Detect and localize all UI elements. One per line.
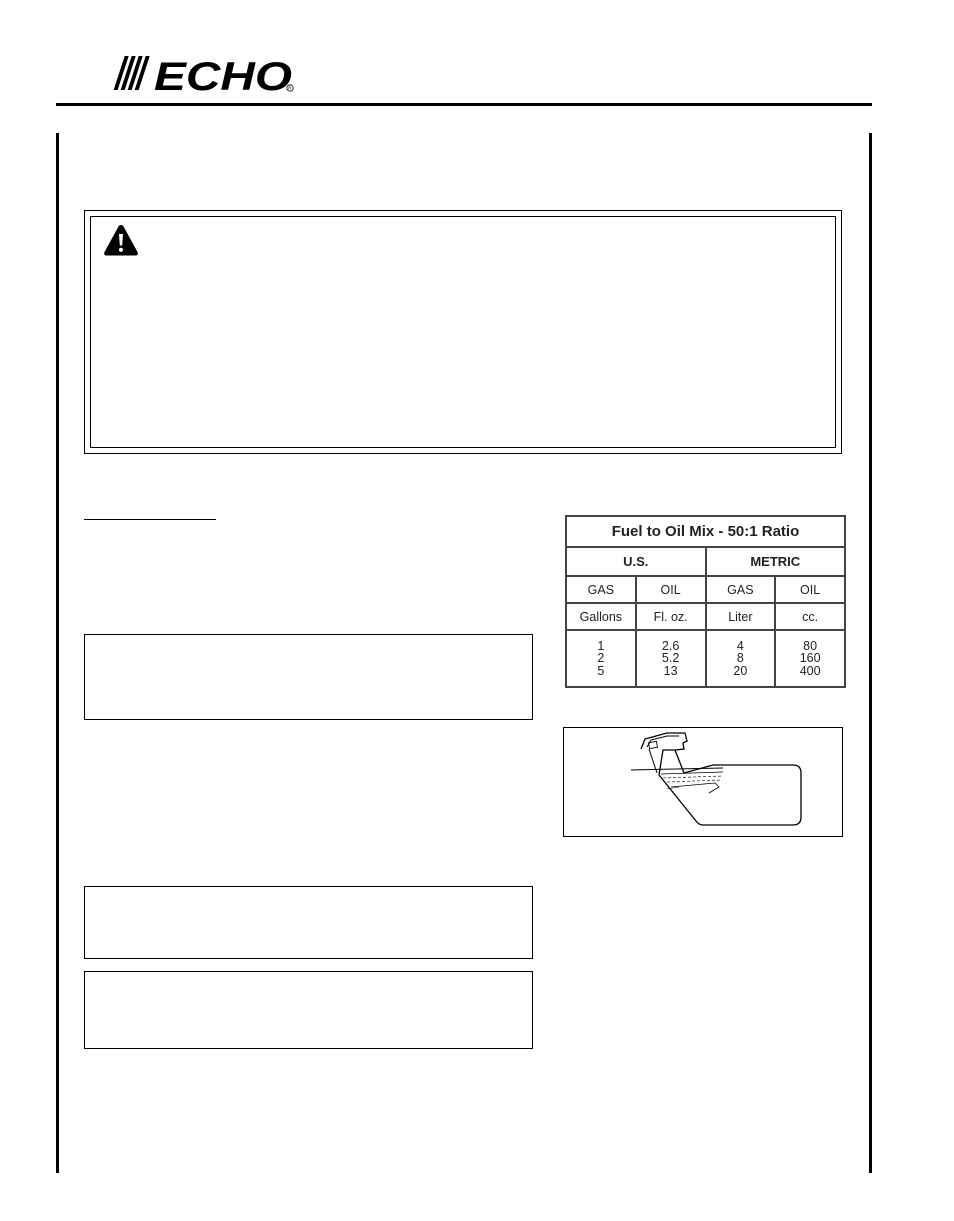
- echo-logo: [106, 52, 296, 94]
- table-cell: 5: [597, 663, 605, 678]
- left-margin-rule: [56, 133, 59, 1173]
- column-header: OIL: [775, 576, 845, 603]
- gas-gallons-values: [566, 630, 636, 687]
- region-us: U.S.: [566, 547, 706, 576]
- warning-triangle-icon: [102, 223, 140, 257]
- note-box-2: [84, 886, 533, 959]
- warning-box-inner: [90, 216, 836, 448]
- unit-label: cc.: [775, 603, 845, 630]
- table-cell: 1: [597, 638, 605, 653]
- column-header: GAS: [706, 576, 776, 603]
- table-cell: 13: [663, 663, 678, 678]
- unit-label: Liter: [706, 603, 776, 630]
- fuel-tank-level-icon: [563, 727, 843, 837]
- fuel-oil-mix-table: [565, 515, 846, 688]
- table-cell: 400: [799, 663, 821, 678]
- unit-label: Fl. oz.: [636, 603, 706, 630]
- gas-liter-values: [706, 630, 776, 687]
- right-margin-rule: [869, 133, 872, 1173]
- oil-floz-values: [636, 630, 706, 687]
- table-cell: 2: [597, 651, 605, 666]
- brand-wordmark: ECHO: [154, 55, 292, 94]
- table-cell: 8: [736, 651, 744, 666]
- section-heading-underline: [84, 519, 216, 520]
- table-cell: 20: [733, 663, 748, 678]
- table-cell: 5.2: [661, 651, 680, 666]
- table-cell: 160: [799, 651, 821, 666]
- unit-label: Gallons: [566, 603, 636, 630]
- table-cell: 4: [736, 638, 744, 653]
- column-header: GAS: [566, 576, 636, 603]
- note-box-3: [84, 971, 533, 1049]
- region-metric: METRIC: [706, 547, 846, 576]
- table-title: Fuel to Oil Mix - 50:1 Ratio: [566, 516, 845, 547]
- column-header: OIL: [636, 576, 706, 603]
- note-box-1: [84, 634, 533, 720]
- table-cell: 2.6: [661, 638, 680, 653]
- header-rule: [56, 103, 872, 106]
- table-cell: 80: [803, 638, 818, 653]
- oil-cc-values: [775, 630, 845, 687]
- svg-text:R: R: [288, 85, 292, 91]
